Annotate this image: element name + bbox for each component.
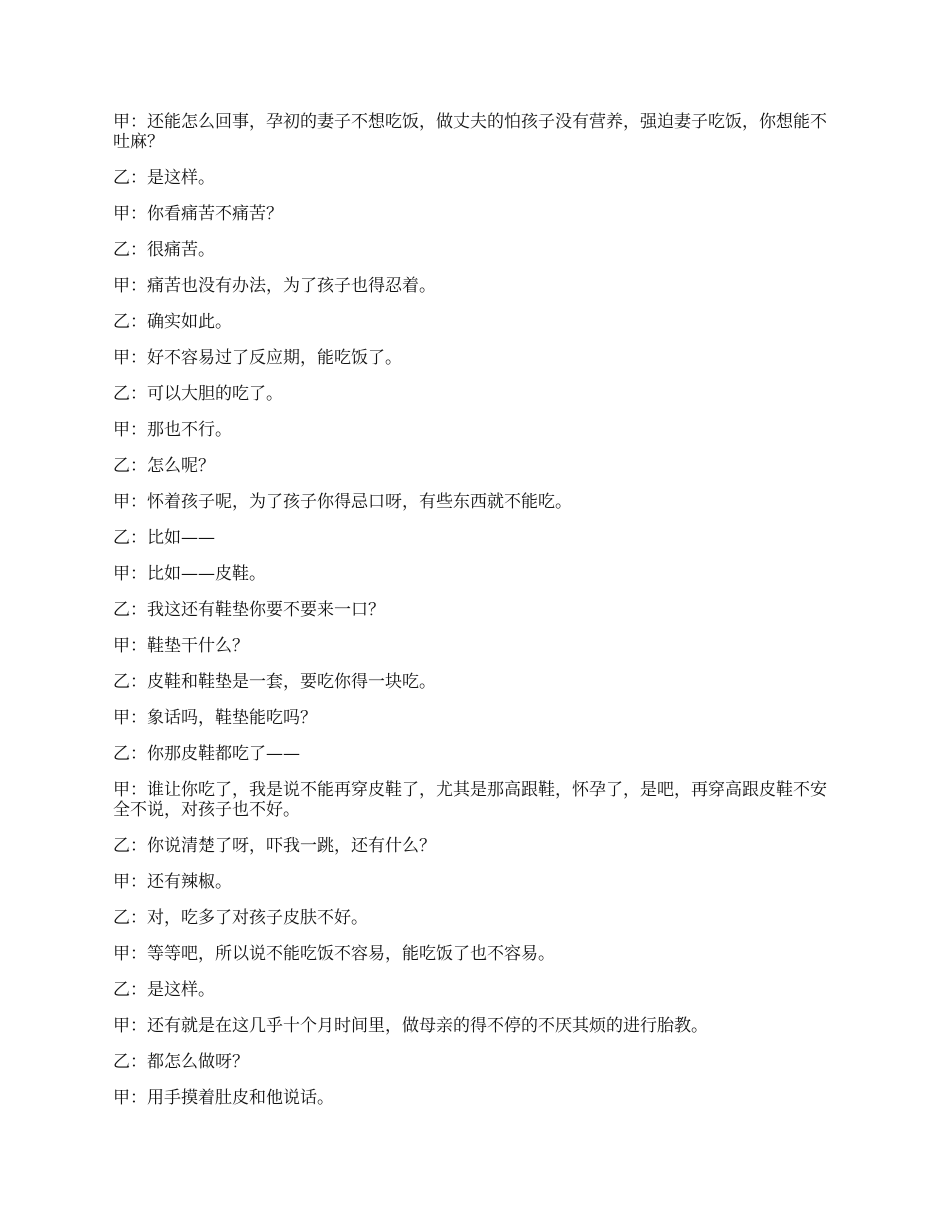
document-page [113,112,843,1124]
dialogue-line: 乙：我这还有鞋垫你要不要来一口？ [113,600,385,620]
dialogue-line: 甲：你看痛苦不痛苦？ [113,204,283,224]
dialogue-line: 乙：可以大胆的吃了。 [113,384,283,404]
dialogue-line: 乙：是这样。 [113,980,215,1000]
dialogue-line: 甲：痛苦也没有办法，为了孩子也得忍着。 [113,276,436,296]
dialogue-line: 甲：象话吗，鞋垫能吃吗？ [113,708,317,728]
dialogue-line: 乙：确实如此。 [113,312,232,332]
dialogue-line: 乙：你说清楚了呀，吓我一跳，还有什么？ [113,836,436,856]
dialogue-line: 甲：好不容易过了反应期，能吃饭了。 [113,348,402,368]
dialogue-line: 甲：等等吧，所以说不能吃饭不容易，能吃饭了也不容易。 [113,944,555,964]
dialogue-line: 甲：比如——皮鞋。 [113,564,266,584]
dialogue-line: 甲：谁让你吃了，我是说不能再穿皮鞋了，尤其是那高跟鞋，怀孕了，是吧，再穿高跟皮鞋不安全不说，对孩子也不好。 [113,780,827,820]
dialogue-line: 乙：皮鞋和鞋垫是一套，要吃你得一块吃。 [113,672,436,692]
dialogue-line: 乙：比如—— [113,528,215,548]
dialogue-line: 甲：还有就是在这几乎十个月时间里，做母亲的得不停的不厌其烦的进行胎教。 [113,1016,708,1036]
dialogue-line: 甲：还有辣椒。 [113,872,232,892]
dialogue-line: 乙：很痛苦。 [113,240,215,260]
dialogue-line: 乙：对，吃多了对孩子皮肤不好。 [113,908,368,928]
dialogue-line: 乙：是这样。 [113,168,215,188]
dialogue-line: 乙：怎么呢？ [113,456,215,476]
dialogue-line: 甲：用手摸着肚皮和他说话。 [113,1088,334,1108]
dialogue-line: 甲：怀着孩子呢，为了孩子你得忌口呀，有些东西就不能吃。 [113,492,572,512]
dialogue-line: 甲：还能怎么回事，孕初的妻子不想吃饭，做丈夫的怕孩子没有营养，强迫妻子吃饭，你想能不吐麻？ [113,112,827,152]
dialogue-line: 乙：都怎么做呀？ [113,1052,249,1072]
dialogue-line: 甲：那也不行。 [113,420,232,440]
dialogue-line: 甲：鞋垫干什么？ [113,636,249,656]
dialogue-line: 乙：你那皮鞋都吃了—— [113,744,300,764]
